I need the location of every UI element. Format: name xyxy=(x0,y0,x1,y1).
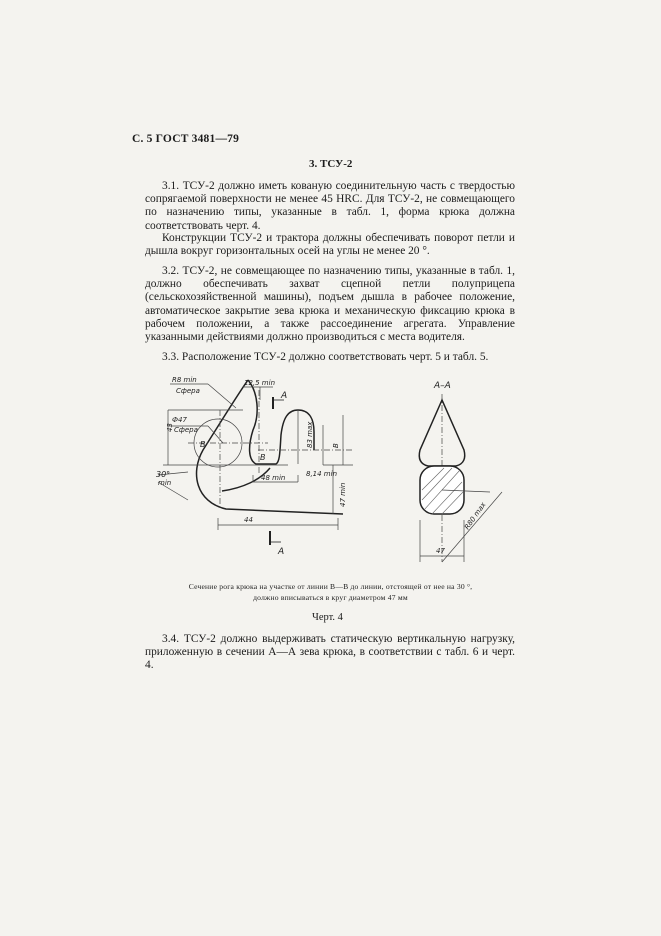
label-r47: Ф47 xyxy=(172,416,187,424)
label-dim-48: 48 min xyxy=(261,474,286,482)
section-a-a xyxy=(419,381,502,562)
page-header: С. 5 ГОСТ 3481—79 xyxy=(132,133,240,145)
paragraph-3-1: 3.1. ТСУ-2 должно иметь кованую соединительную часть с твердостью сопрягаемой поверхности не менее 45 HRC. Для ТСУ-2, не совмещающего по назначению типы, указанные в табл. 1, форма крюка должна соответствовать черт. 4. xyxy=(145,180,515,232)
label-b-right: В xyxy=(260,453,266,462)
label-r80: R80 max xyxy=(463,500,488,532)
label-dim-8-14: 8,14 min xyxy=(306,470,338,478)
label-dim-b: В xyxy=(332,443,340,448)
label-r8: R8 min xyxy=(172,376,197,384)
caption-line-1: Сечение рога крюка на участке от линии В—В до линии, отстоящей от нее на 30 °, xyxy=(188,582,473,591)
paragraph-3-4: 3.4. ТСУ-2 должно выдерживать статическую вертикальную нагрузку, приложенную в сечении А—А зева крюка, в соответствии с табл. 6 и черт. 4. xyxy=(145,633,515,672)
label-cut-a-bottom: А xyxy=(278,547,285,557)
label-dim-47b: 47 xyxy=(436,547,445,555)
paragraph-3-2: 3.2. ТСУ-2, не совмещающее по назначению типы, указанные в табл. 1, должно обеспечивать захват сцепной петли полуприцепа (сельскохозяйственной машины), подъем дышла в рабочее положение, автоматическое закрытие зева крюка и механическую фиксацию крюка в рабочем положении, а также рассоединение агрегата. Управление указанными действиями должно производиться с места водителя. xyxy=(145,265,515,344)
label-sphere1: Сфера xyxy=(176,387,200,395)
caption-line-2: должно вписываться в круг диаметром 47 мм xyxy=(253,593,408,602)
label-angle-30: 30° xyxy=(156,470,171,479)
label-dim-47: 47 min xyxy=(339,482,347,507)
label-dim-83: 83 max xyxy=(306,421,314,448)
paragraph-3-3: 3.3. Расположение ТСУ-2 должно соответствовать черт. 5 и табл. 5. xyxy=(162,351,489,363)
hook-construction xyxy=(158,384,353,530)
cut-marks xyxy=(270,397,273,545)
label-dim-43: 43 xyxy=(166,423,174,432)
label-dim-44: 44 xyxy=(244,516,253,524)
figure-caption xyxy=(148,581,513,603)
paragraph-design: Конструкции ТСУ-2 и трактора должны обеспечивать поворот петли и дышла вокруг горизонтальных осей на углы не менее 20 °. xyxy=(145,232,515,258)
hook-outline xyxy=(197,380,343,514)
label-r12-5: 12,5 min xyxy=(244,379,276,387)
figure-label: Черт. 4 xyxy=(312,612,343,623)
hook-drawing xyxy=(148,370,518,575)
label-section-a-a: А–А xyxy=(434,381,451,391)
label-sphere2: Сфера xyxy=(174,426,198,434)
label-b-left: В xyxy=(200,440,206,449)
label-cut-a-top: А xyxy=(281,391,288,401)
section-title: 3. ТСУ-2 xyxy=(309,158,353,170)
label-angle-30-sub: min xyxy=(158,479,172,487)
